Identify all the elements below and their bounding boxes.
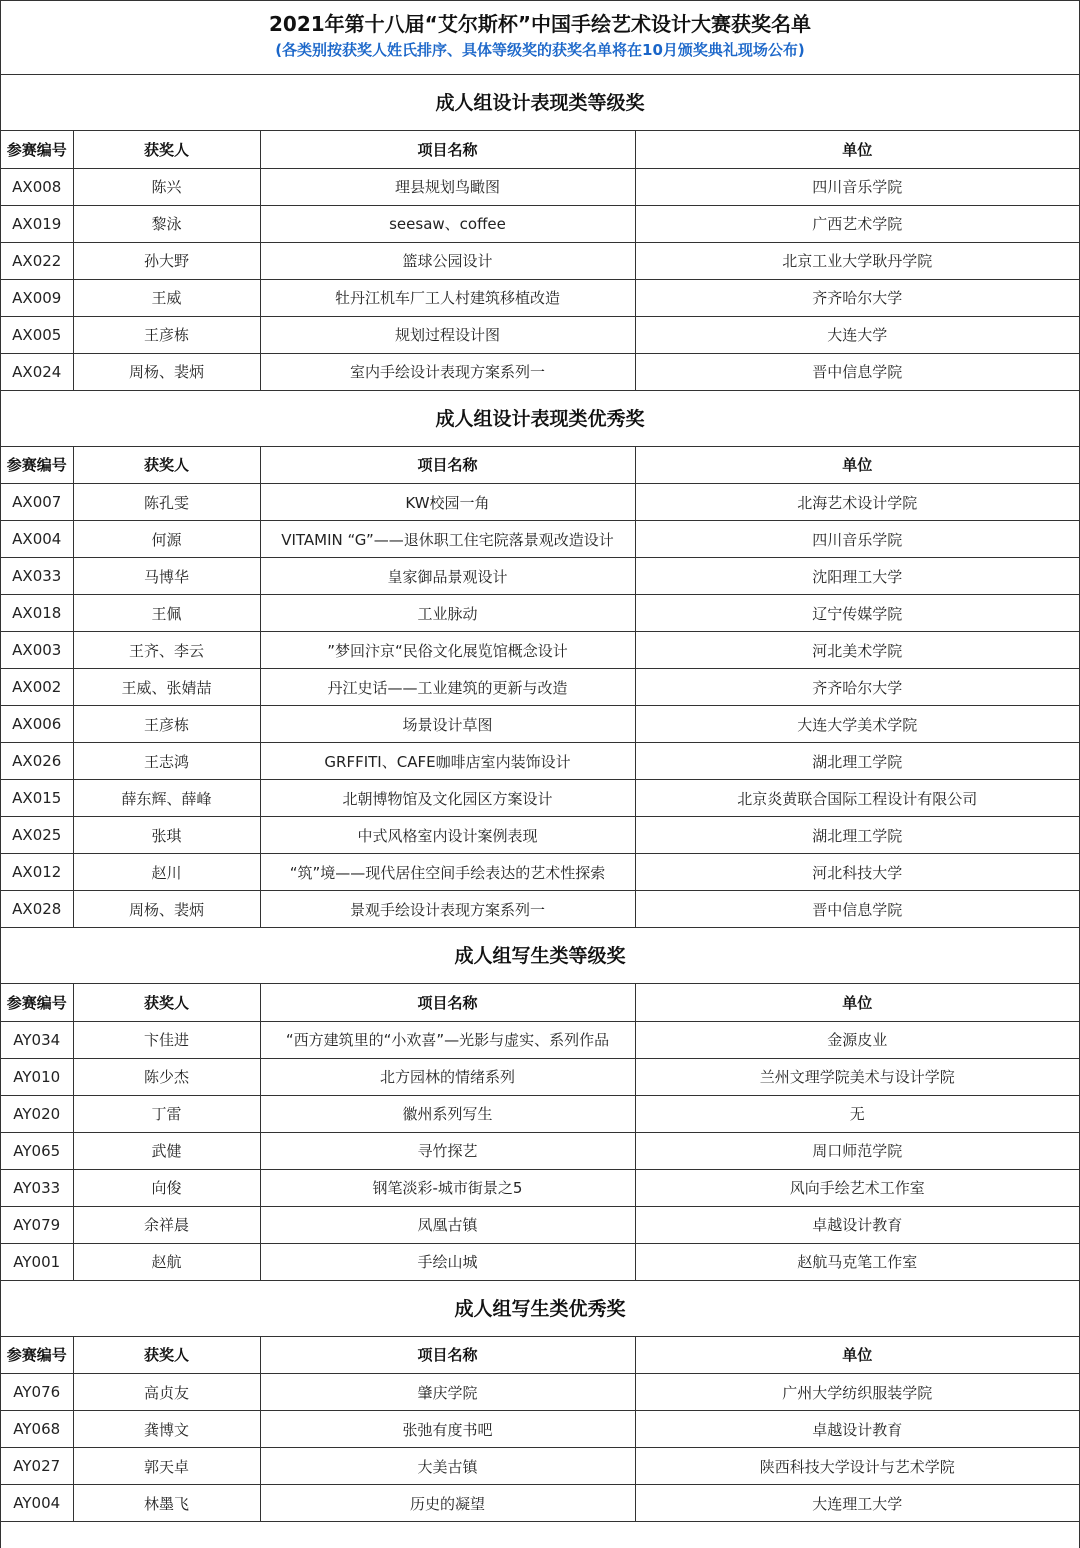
project-name-cell: 钢笔淡彩-城市街景之5 bbox=[260, 1169, 635, 1206]
table-header-row bbox=[1, 1337, 1079, 1374]
table-row bbox=[1, 1374, 1079, 1411]
project-name-cell: 理县规划鸟瞰图 bbox=[260, 168, 635, 205]
table-row bbox=[1, 279, 1079, 316]
organization-cell: 赵航马克笔工作室 bbox=[635, 1243, 1079, 1280]
organization-cell: 湖北理工学院 bbox=[635, 817, 1079, 854]
table-row bbox=[1, 205, 1079, 242]
column-header-entry-id: 参赛编号 bbox=[1, 131, 73, 168]
entry-id-cell: AX007 bbox=[1, 484, 73, 521]
table-row bbox=[1, 1243, 1079, 1280]
winner-cell: 龚博文 bbox=[73, 1411, 260, 1448]
entry-id-cell: AX004 bbox=[1, 521, 73, 558]
winner-cell: 王彦栋 bbox=[73, 706, 260, 743]
table-row bbox=[1, 1411, 1079, 1448]
table-row bbox=[1, 891, 1079, 928]
winner-cell: 张琪 bbox=[73, 817, 260, 854]
winner-cell: 余祥晨 bbox=[73, 1206, 260, 1243]
table-row bbox=[1, 1058, 1079, 1095]
organization-cell: 齐齐哈尔大学 bbox=[635, 279, 1079, 316]
project-name-cell: 北朝博物馆及文化园区方案设计 bbox=[260, 780, 635, 817]
organization-cell: 河北美术学院 bbox=[635, 632, 1079, 669]
organization-cell: 北海艺术设计学院 bbox=[635, 484, 1079, 521]
organization-cell: 四川音乐学院 bbox=[635, 521, 1079, 558]
project-name-cell: GRFFITI、CAFE咖啡店室内装饰设计 bbox=[260, 743, 635, 780]
organization-cell: 晋中信息学院 bbox=[635, 353, 1079, 390]
column-header-winner: 获奖人 bbox=[73, 447, 260, 484]
entry-id-cell: AY027 bbox=[1, 1448, 73, 1485]
entry-id-cell: AX008 bbox=[1, 168, 73, 205]
organization-cell: 大连大学 bbox=[635, 316, 1079, 353]
column-header-project: 项目名称 bbox=[260, 447, 635, 484]
table-row bbox=[1, 817, 1079, 854]
column-header-project: 项目名称 bbox=[260, 1337, 635, 1374]
award-table bbox=[1, 1337, 1079, 1523]
document-header bbox=[1, 1, 1079, 75]
winner-cell: 薛东辉、薛峰 bbox=[73, 780, 260, 817]
table-row bbox=[1, 558, 1079, 595]
table-row bbox=[1, 632, 1079, 669]
organization-cell: 广州大学纺织服装学院 bbox=[635, 1374, 1079, 1411]
table-row bbox=[1, 168, 1079, 205]
organization-cell: 北京炎黄联合国际工程设计有限公司 bbox=[635, 780, 1079, 817]
organization-cell: 沈阳理工大学 bbox=[635, 558, 1079, 595]
project-name-cell: seesaw、coffee bbox=[260, 205, 635, 242]
winner-cell: 陈兴 bbox=[73, 168, 260, 205]
winner-cell: 丁雷 bbox=[73, 1095, 260, 1132]
table-row bbox=[1, 353, 1079, 390]
organization-cell: 晋中信息学院 bbox=[635, 891, 1079, 928]
winner-cell: 王齐、李云 bbox=[73, 632, 260, 669]
project-name-cell: 室内手绘设计表现方案系列一 bbox=[260, 353, 635, 390]
organization-cell: 湖北理工学院 bbox=[635, 743, 1079, 780]
document-title: 2021年第十八届“艾尔斯杯”中国手绘艺术设计大赛获奖名单 bbox=[269, 12, 811, 36]
winner-cell: 王威 bbox=[73, 279, 260, 316]
table-header-row bbox=[1, 984, 1079, 1021]
organization-cell: 北京工业大学耿丹学院 bbox=[635, 242, 1079, 279]
column-header-organization: 单位 bbox=[635, 131, 1079, 168]
table-row bbox=[1, 1095, 1079, 1132]
organization-cell: 周口师范学院 bbox=[635, 1132, 1079, 1169]
organization-cell: 陕西科技大学设计与艺术学院 bbox=[635, 1448, 1079, 1485]
column-header-winner: 获奖人 bbox=[73, 131, 260, 168]
project-name-cell: 手绘山城 bbox=[260, 1243, 635, 1280]
table-row bbox=[1, 316, 1079, 353]
entry-id-cell: AX015 bbox=[1, 780, 73, 817]
column-header-entry-id: 参赛编号 bbox=[1, 447, 73, 484]
project-name-cell: 肇庆学院 bbox=[260, 1374, 635, 1411]
entry-id-cell: AX002 bbox=[1, 669, 73, 706]
winner-cell: 王佩 bbox=[73, 595, 260, 632]
winner-cell: 陈少杰 bbox=[73, 1058, 260, 1095]
table-row bbox=[1, 1132, 1079, 1169]
award-table bbox=[1, 447, 1079, 929]
winner-cell: 王志鸿 bbox=[73, 743, 260, 780]
project-name-cell: 张弛有度书吧 bbox=[260, 1411, 635, 1448]
project-name-cell: “西方建筑里的“小欢喜”—光影与虚实、系列作品 bbox=[260, 1021, 635, 1058]
project-name-cell: 景观手绘设计表现方案系列一 bbox=[260, 891, 635, 928]
document-subtitle: (各类别按获奖人姓氏排序、具体等级奖的获奖名单将在10月颁奖典礼现场公布) bbox=[275, 41, 805, 59]
entry-id-cell: AX033 bbox=[1, 558, 73, 595]
table-row bbox=[1, 1485, 1079, 1522]
project-name-cell: ”梦回汴京“民俗文化展览馆概念设计 bbox=[260, 632, 635, 669]
winner-cell: 王彦栋 bbox=[73, 316, 260, 353]
project-name-cell: “筑”境——现代居住空间手绘表达的艺术性探索 bbox=[260, 854, 635, 891]
entry-id-cell: AX018 bbox=[1, 595, 73, 632]
entry-id-cell: AY033 bbox=[1, 1169, 73, 1206]
winner-cell: 孙大野 bbox=[73, 242, 260, 279]
entry-id-cell: AX028 bbox=[1, 891, 73, 928]
table-row bbox=[1, 1206, 1079, 1243]
entry-id-cell: AX009 bbox=[1, 279, 73, 316]
winner-cell: 何源 bbox=[73, 521, 260, 558]
project-name-cell: 北方园林的情绪系列 bbox=[260, 1058, 635, 1095]
project-name-cell: 寻竹探艺 bbox=[260, 1132, 635, 1169]
organization-cell: 四川音乐学院 bbox=[635, 168, 1079, 205]
column-header-winner: 获奖人 bbox=[73, 984, 260, 1021]
winner-cell: 高贞友 bbox=[73, 1374, 260, 1411]
entry-id-cell: AY010 bbox=[1, 1058, 73, 1095]
entry-id-cell: AY068 bbox=[1, 1411, 73, 1448]
entry-id-cell: AX006 bbox=[1, 706, 73, 743]
winner-cell: 黎泳 bbox=[73, 205, 260, 242]
table-header-row bbox=[1, 447, 1079, 484]
entry-id-cell: AX025 bbox=[1, 817, 73, 854]
organization-cell: 齐齐哈尔大学 bbox=[635, 669, 1079, 706]
section-title: 成人组设计表现类等级奖 bbox=[1, 75, 1079, 131]
table-row bbox=[1, 743, 1079, 780]
column-header-organization: 单位 bbox=[635, 984, 1079, 1021]
table-row bbox=[1, 1169, 1079, 1206]
organization-cell: 广西艺术学院 bbox=[635, 205, 1079, 242]
project-name-cell: 场景设计草图 bbox=[260, 706, 635, 743]
entry-id-cell: AX005 bbox=[1, 316, 73, 353]
project-name-cell: 丹江史话——工业建筑的更新与改造 bbox=[260, 669, 635, 706]
entry-id-cell: AY065 bbox=[1, 1132, 73, 1169]
table-row bbox=[1, 484, 1079, 521]
winner-cell: 周杨、裴炳 bbox=[73, 353, 260, 390]
project-name-cell: 牡丹江机车厂工人村建筑移植改造 bbox=[260, 279, 635, 316]
sections-container bbox=[1, 75, 1079, 1522]
project-name-cell: VITAMIN “G”——退休职工住宅院落景观改造设计 bbox=[260, 521, 635, 558]
entry-id-cell: AX012 bbox=[1, 854, 73, 891]
organization-cell: 大连理工大学 bbox=[635, 1485, 1079, 1522]
entry-id-cell: AY020 bbox=[1, 1095, 73, 1132]
entry-id-cell: AY079 bbox=[1, 1206, 73, 1243]
entry-id-cell: AY001 bbox=[1, 1243, 73, 1280]
entry-id-cell: AY034 bbox=[1, 1021, 73, 1058]
organization-cell: 无 bbox=[635, 1095, 1079, 1132]
winner-cell: 赵川 bbox=[73, 854, 260, 891]
column-header-project: 项目名称 bbox=[260, 131, 635, 168]
award-table bbox=[1, 131, 1079, 391]
winner-cell: 赵航 bbox=[73, 1243, 260, 1280]
entry-id-cell: AY004 bbox=[1, 1485, 73, 1522]
table-row bbox=[1, 1021, 1079, 1058]
table-row bbox=[1, 854, 1079, 891]
project-name-cell: 凤凰古镇 bbox=[260, 1206, 635, 1243]
table-row bbox=[1, 595, 1079, 632]
column-header-project: 项目名称 bbox=[260, 984, 635, 1021]
winner-cell: 武健 bbox=[73, 1132, 260, 1169]
winner-cell: 王威、张婧喆 bbox=[73, 669, 260, 706]
column-header-entry-id: 参赛编号 bbox=[1, 984, 73, 1021]
section-title: 成人组写生类等级奖 bbox=[1, 928, 1079, 984]
organization-cell: 兰州文理学院美术与设计学院 bbox=[635, 1058, 1079, 1095]
column-header-organization: 单位 bbox=[635, 447, 1079, 484]
project-name-cell: 历史的凝望 bbox=[260, 1485, 635, 1522]
column-header-winner: 获奖人 bbox=[73, 1337, 260, 1374]
table-row bbox=[1, 242, 1079, 279]
table-header-row bbox=[1, 131, 1079, 168]
organization-cell: 大连大学美术学院 bbox=[635, 706, 1079, 743]
organization-cell: 卓越设计教育 bbox=[635, 1411, 1079, 1448]
project-name-cell: 中式风格室内设计案例表现 bbox=[260, 817, 635, 854]
project-name-cell: 规划过程设计图 bbox=[260, 316, 635, 353]
entry-id-cell: AY076 bbox=[1, 1374, 73, 1411]
organization-cell: 风向手绘艺术工作室 bbox=[635, 1169, 1079, 1206]
winner-cell: 周杨、裴炳 bbox=[73, 891, 260, 928]
entry-id-cell: AX019 bbox=[1, 205, 73, 242]
project-name-cell: 徽州系列写生 bbox=[260, 1095, 635, 1132]
table-row bbox=[1, 780, 1079, 817]
entry-id-cell: AX003 bbox=[1, 632, 73, 669]
winner-cell: 郭天卓 bbox=[73, 1448, 260, 1485]
entry-id-cell: AX026 bbox=[1, 743, 73, 780]
table-row bbox=[1, 706, 1079, 743]
project-name-cell: 大美古镇 bbox=[260, 1448, 635, 1485]
table-row bbox=[1, 521, 1079, 558]
project-name-cell: 工业脉动 bbox=[260, 595, 635, 632]
section-title: 成人组写生类优秀奖 bbox=[1, 1281, 1079, 1337]
project-name-cell: KW校园一角 bbox=[260, 484, 635, 521]
winner-cell: 马博华 bbox=[73, 558, 260, 595]
entry-id-cell: AX024 bbox=[1, 353, 73, 390]
table-row bbox=[1, 1448, 1079, 1485]
organization-cell: 金源皮业 bbox=[635, 1021, 1079, 1058]
organization-cell: 卓越设计教育 bbox=[635, 1206, 1079, 1243]
entry-id-cell: AX022 bbox=[1, 242, 73, 279]
column-header-organization: 单位 bbox=[635, 1337, 1079, 1374]
section-title: 成人组设计表现类优秀奖 bbox=[1, 391, 1079, 447]
winner-cell: 卞佳进 bbox=[73, 1021, 260, 1058]
winner-cell: 陈孔雯 bbox=[73, 484, 260, 521]
winner-cell: 林墨飞 bbox=[73, 1485, 260, 1522]
project-name-cell: 皇家御品景观设计 bbox=[260, 558, 635, 595]
table-row bbox=[1, 669, 1079, 706]
winner-cell: 向俊 bbox=[73, 1169, 260, 1206]
organization-cell: 河北科技大学 bbox=[635, 854, 1079, 891]
award-table bbox=[1, 984, 1079, 1281]
column-header-entry-id: 参赛编号 bbox=[1, 1337, 73, 1374]
organization-cell: 辽宁传媒学院 bbox=[635, 595, 1079, 632]
project-name-cell: 篮球公园设计 bbox=[260, 242, 635, 279]
